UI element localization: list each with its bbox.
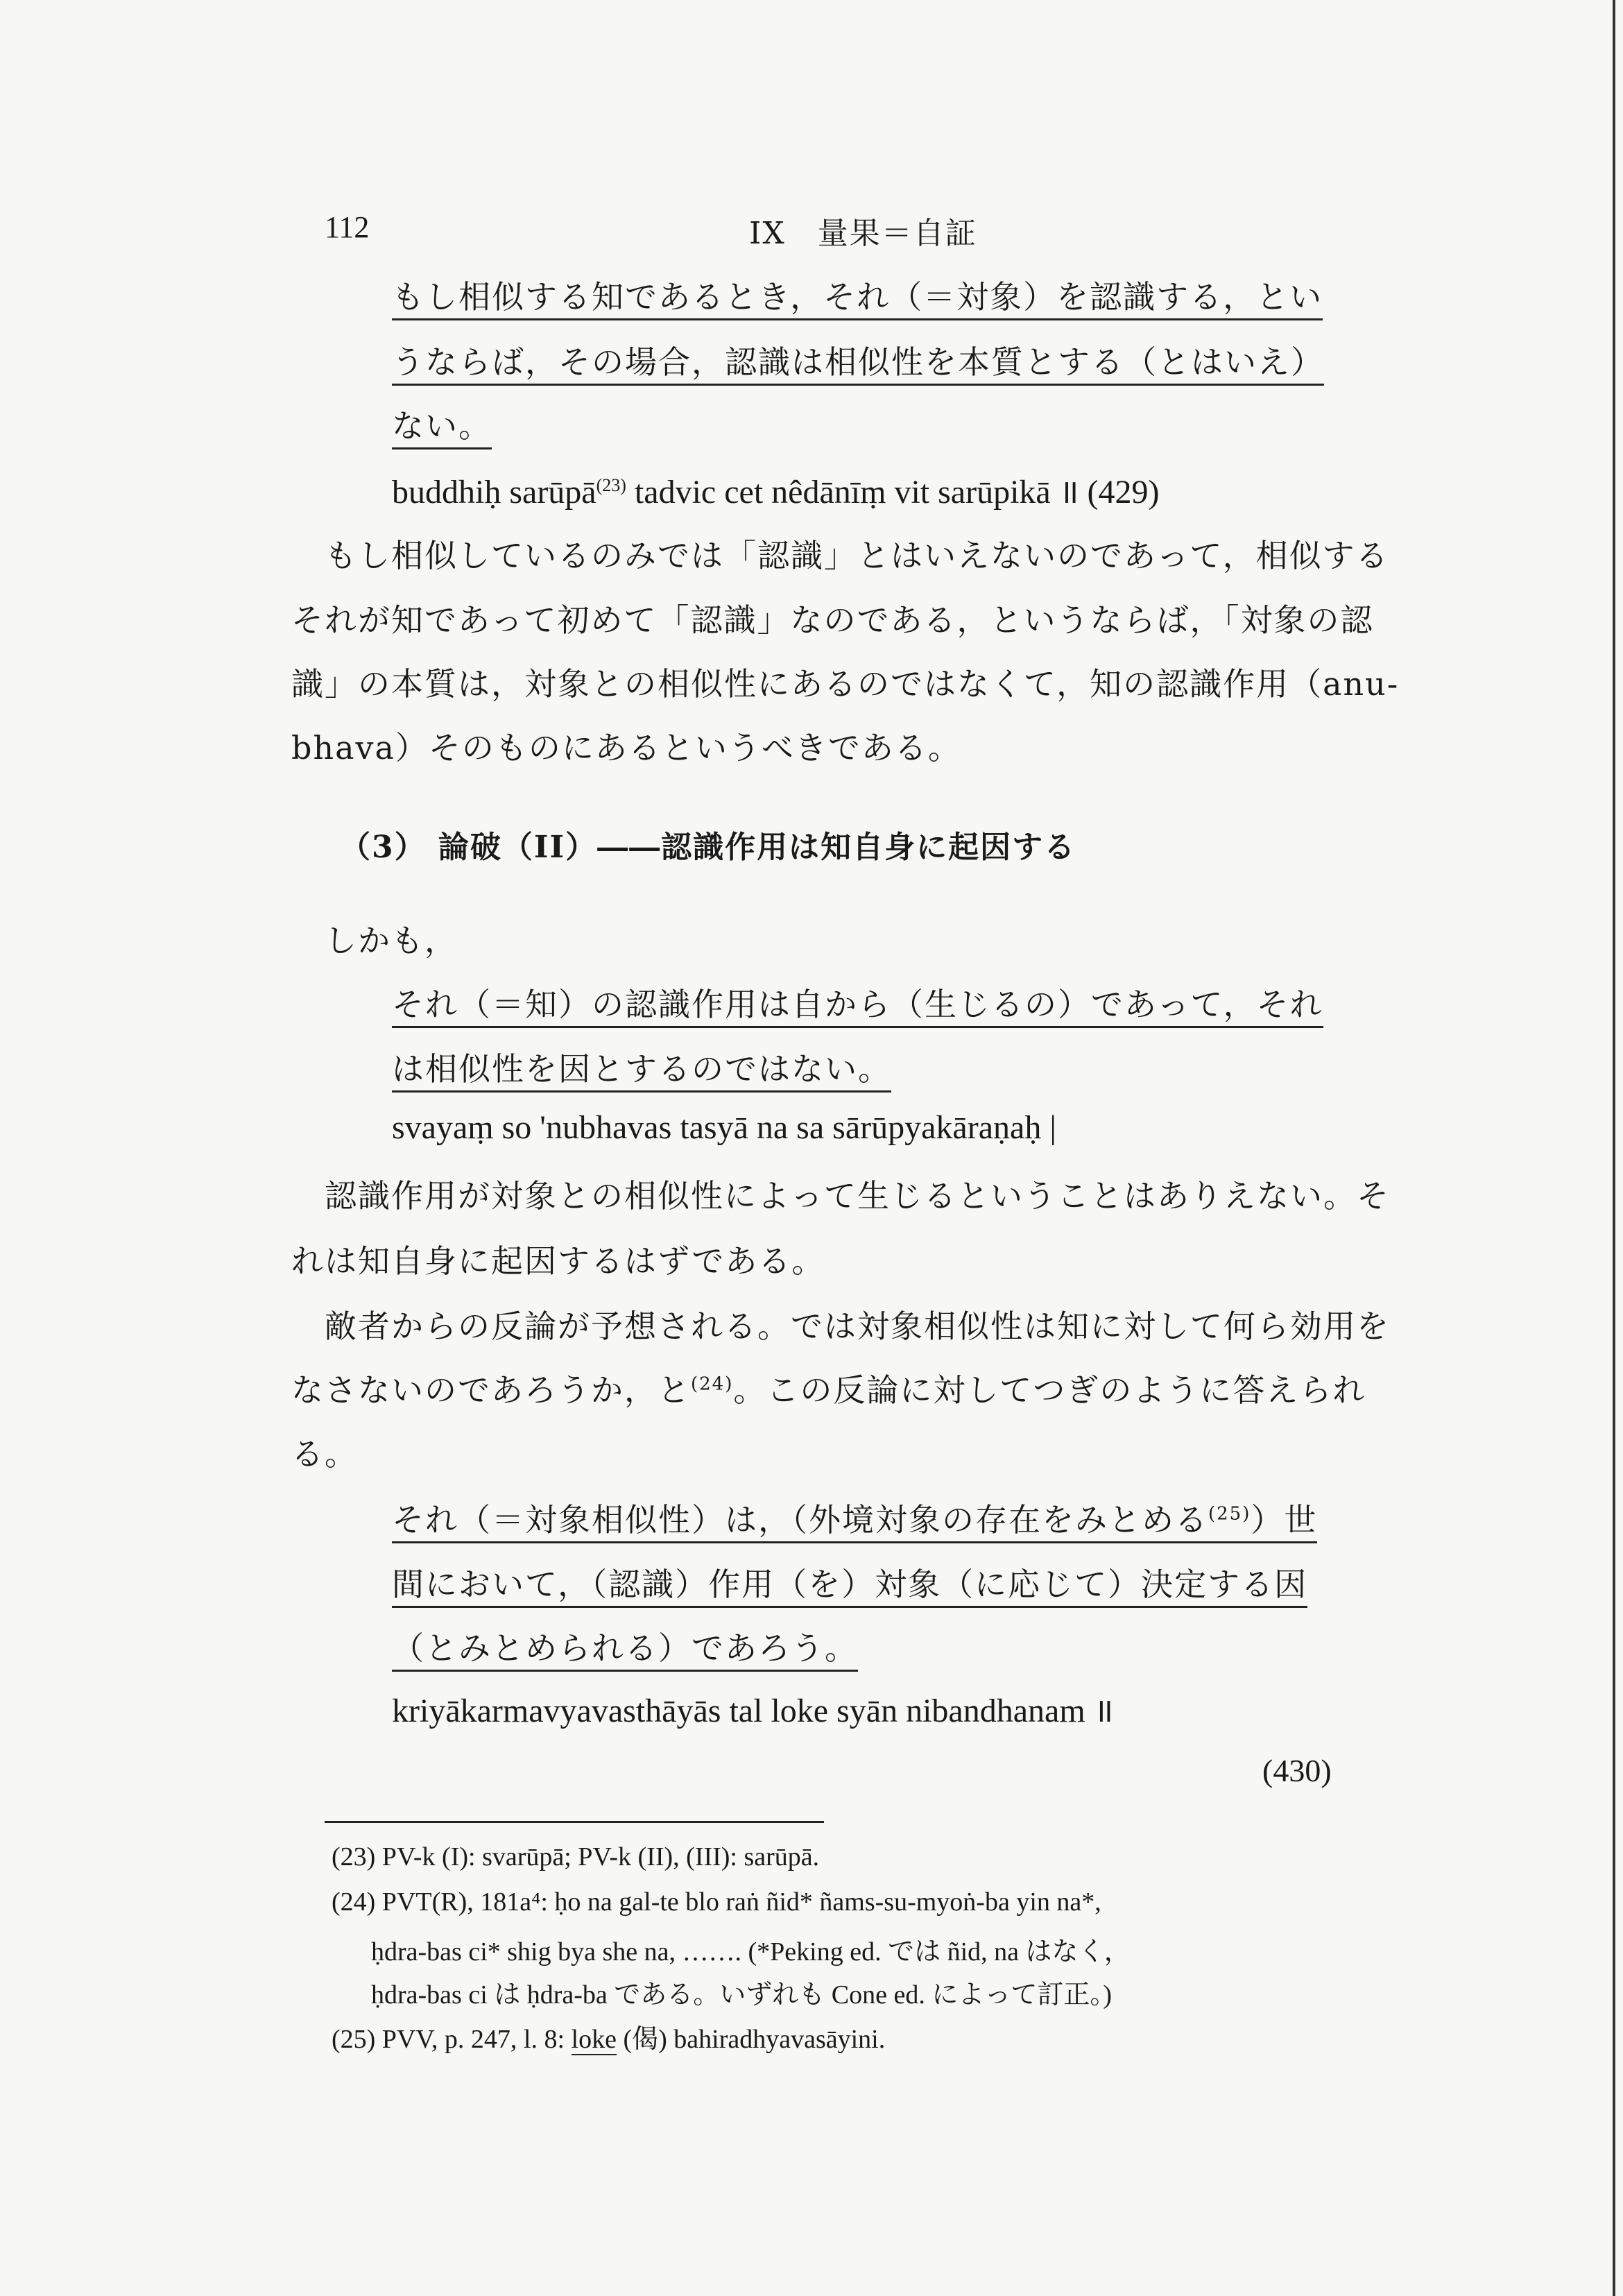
footnote-24-line-2: ḥdra-bas ci* shig bya she na, ……. (*Peking ed. では ñid, na はなく， — [371, 1937, 1131, 1967]
page-edge-line — [1613, 0, 1615, 2296]
page-number: 112 — [325, 210, 370, 244]
verse-428-line-1: もし相似する知であるとき，それ（＝対象）を認識する，とい — [392, 272, 1323, 318]
para-1-line-1: もし相似しているのみでは「認識」とはいえないのであって，相似する — [325, 537, 1389, 574]
para-1-line-4: bhava）そのものにあるというべきである。 — [291, 729, 961, 766]
para-3-line-1: 敵者からの反論が予想される。では対象相似性は知に対して何ら効用を — [325, 1308, 1390, 1345]
verse-428-line-3: ない。 — [392, 401, 492, 447]
verse-b-line-1: それ（＝知）の認識作用は自から（生じるの）であって，それ — [392, 979, 1323, 1025]
para-3-line-3: る。 — [291, 1435, 358, 1473]
running-title: IX 量果＝自証 — [749, 216, 977, 251]
footnote-ref-23: (23) — [596, 475, 626, 495]
footnote-23: (23) PV-k (I): svarūpā; PV-k (II), (III): sarūpā. — [332, 1842, 820, 1871]
footnote-ref-24: (24) — [691, 1373, 734, 1395]
verse-430-line-1: それ（＝対象相似性）は，（外境対象の存在をみとめる$^{(25)}$）世 — [392, 1495, 1317, 1541]
verse-430-line-3: （とみとめられる）であろう。 — [392, 1623, 858, 1669]
para-2-line-2: れは知自身に起因するはずである。 — [291, 1242, 825, 1280]
para-2-line-1: 認識作用が対象との相似性によって生じるということはありえない。そ — [325, 1177, 1390, 1215]
para-1-line-3: 識」の本質は，対象との相似性にあるのではなくて，知の認識作用（anu- — [291, 665, 1400, 703]
verse-428-line-2: うならば，その場合，認識は相似性を本質とする（とはいえ） — [392, 337, 1324, 383]
section-heading: （3） 論破（II）――認識作用は知自身に起因する — [340, 830, 1076, 865]
verse-430-line-2: 間において，（認識）作用（を）対象（に応じて）決定する因 — [392, 1559, 1307, 1605]
verse-430-sanskrit: kriyākarmavyavasthāyās tal loke syān nibandhanam ॥ — [392, 1693, 1114, 1729]
verse-429-sanskrit: buddhiḥ sarūpā$^{(23)}$ tadvic cet nêdānīṃ vit sarūpikā ॥ (429) — [392, 474, 1160, 511]
footnote-25: (25) PVV, p. 247, l. 8: loke (偈) bahiradhyavasāyini. — [332, 2025, 886, 2054]
footnote-24-line-3: ḥdra-bas ci は ḥdra-ba である。いずれも Cone ed. によって訂正。) — [371, 1980, 1113, 2010]
para-3-line-2: なさないのであろうか，と$^{(24)}$。この反論に対してつぎのように答えられ — [291, 1371, 1366, 1409]
verse-b-line-2: は相似性を因とするのではない。 — [392, 1044, 891, 1090]
para-1-line-2: それが知であって初めて「認識」なのである，というならば，「対象の認 — [291, 601, 1374, 639]
footnote-ref-25: (25) — [1208, 1503, 1251, 1525]
footnote-separator — [325, 1821, 824, 1823]
footnote-24-line-1: (24) PVT(R), 181a⁴: ḥo na gal-te blo raṅ ñid* ñams-su-myoṅ-ba yin na*, — [332, 1887, 1101, 1917]
verse-430-number: (430) — [1262, 1753, 1332, 1788]
intro-text: しかも， — [325, 922, 458, 959]
verse-b-sanskrit: svayaṃ so 'nubhavas tasyā na sa sārūpyakāraṇaḥ | — [392, 1109, 1056, 1146]
